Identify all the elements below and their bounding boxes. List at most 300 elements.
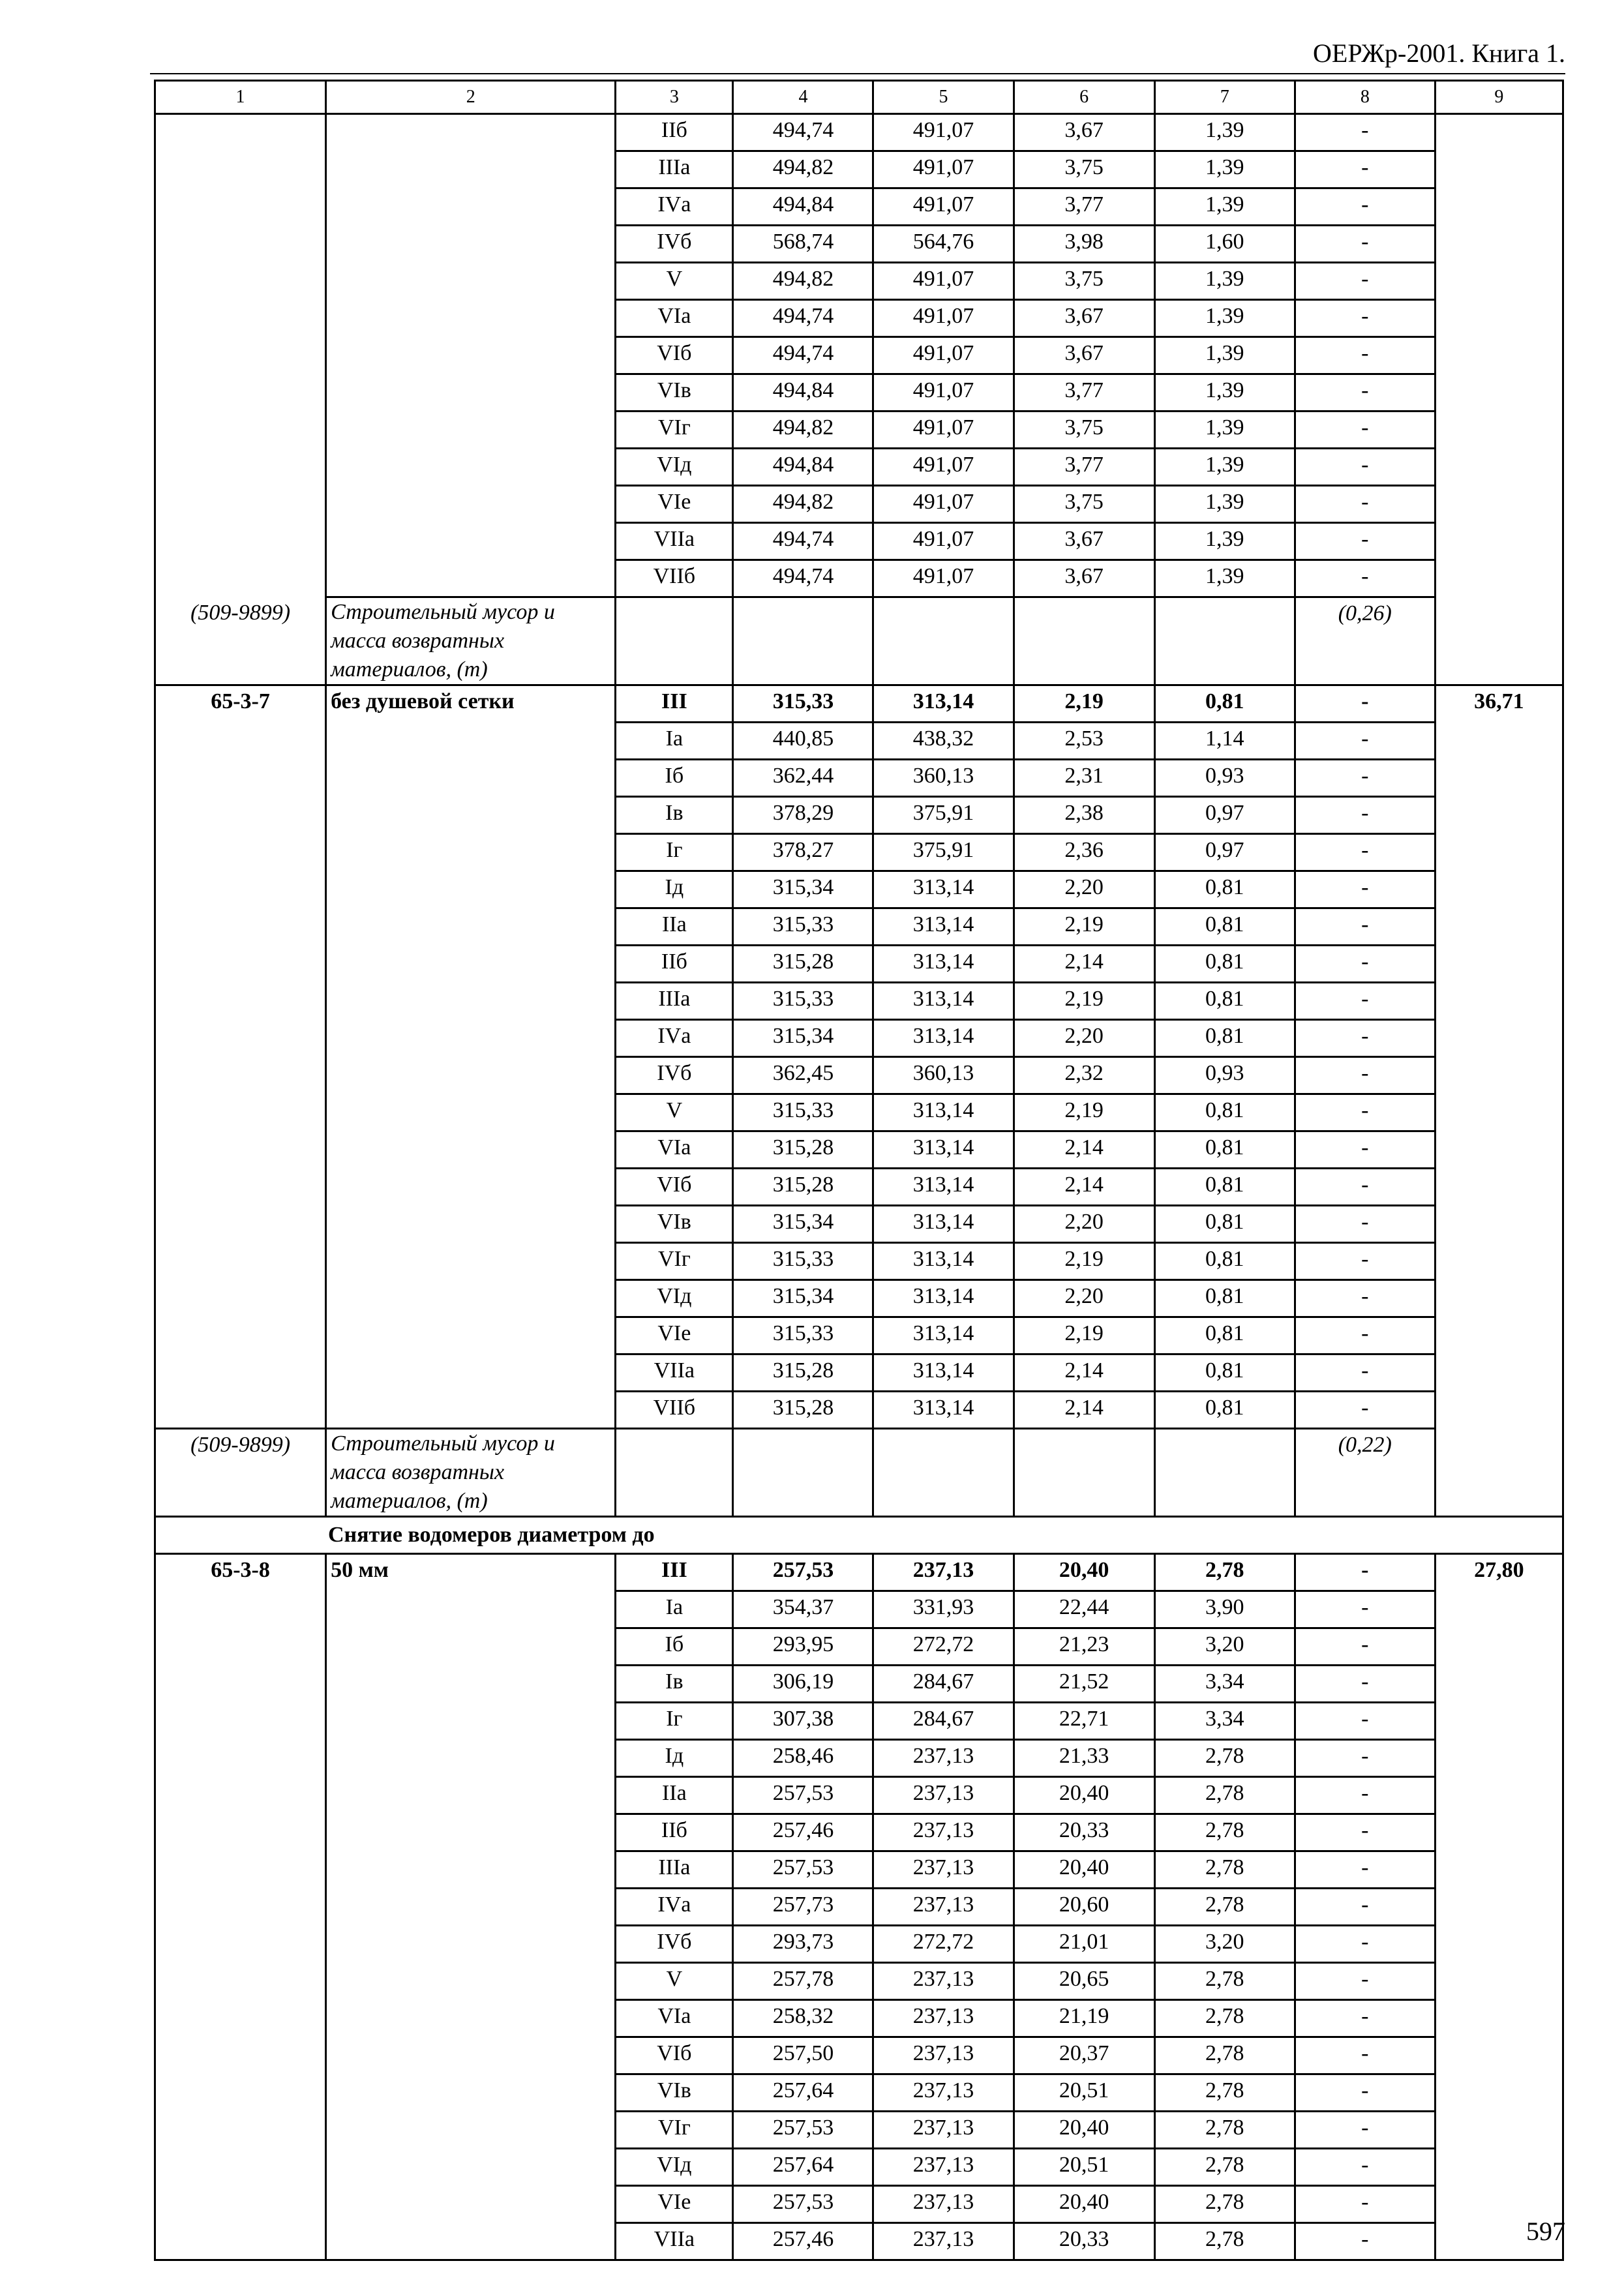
machine-cost-cell: 20,33 bbox=[1014, 2223, 1154, 2260]
total-cost-cell: 494,74 bbox=[733, 560, 873, 597]
region-cell: VIв bbox=[616, 2074, 733, 2112]
item-name-cell: без душевой сетки bbox=[326, 685, 616, 1429]
wages-cell: 491,07 bbox=[873, 337, 1014, 374]
description-cell bbox=[326, 114, 616, 597]
operator-wages-cell: 2,78 bbox=[1154, 1814, 1295, 1851]
wages-cell: 491,07 bbox=[873, 151, 1014, 188]
waste-text-cell: Строительный мусор и масса возвратных материалов, (т) bbox=[326, 597, 616, 685]
materials-cell: - bbox=[1295, 1554, 1435, 1591]
machine-cost-cell: 22,44 bbox=[1014, 1591, 1154, 1628]
materials-cell: - bbox=[1295, 797, 1435, 834]
materials-cell: - bbox=[1295, 374, 1435, 411]
operator-wages-cell: 0,81 bbox=[1154, 1206, 1295, 1243]
wages-cell: 237,13 bbox=[873, 1740, 1014, 1777]
region-cell: IIа bbox=[616, 1777, 733, 1814]
materials-cell: - bbox=[1295, 1243, 1435, 1280]
region-cell: VIб bbox=[616, 337, 733, 374]
wages-cell: 313,14 bbox=[873, 1020, 1014, 1057]
region-cell: IVб bbox=[616, 1926, 733, 1963]
empty-cell bbox=[733, 597, 873, 685]
operator-wages-cell: 1,14 bbox=[1154, 723, 1295, 760]
machine-cost-cell: 20,51 bbox=[1014, 2149, 1154, 2186]
wages-cell: 438,32 bbox=[873, 723, 1014, 760]
total-cost-cell: 315,33 bbox=[733, 1317, 873, 1354]
machine-cost-cell: 3,77 bbox=[1014, 449, 1154, 486]
operator-wages-cell: 3,34 bbox=[1154, 1703, 1295, 1740]
materials-cell: - bbox=[1295, 337, 1435, 374]
materials-cell: - bbox=[1295, 1020, 1435, 1057]
region-cell: VIIа bbox=[616, 523, 733, 560]
operator-wages-cell: 0,97 bbox=[1154, 834, 1295, 871]
wages-cell: 313,14 bbox=[873, 1354, 1014, 1392]
machine-cost-cell: 2,19 bbox=[1014, 1317, 1154, 1354]
wages-cell: 491,07 bbox=[873, 374, 1014, 411]
region-cell: Iа bbox=[616, 1591, 733, 1628]
total-cost-cell: 315,28 bbox=[733, 1169, 873, 1206]
machine-cost-cell: 3,75 bbox=[1014, 486, 1154, 523]
operator-wages-cell: 0,93 bbox=[1154, 760, 1295, 797]
operator-wages-cell: 2,78 bbox=[1154, 1740, 1295, 1777]
region-cell: III bbox=[616, 1554, 733, 1591]
total-cost-cell: 257,73 bbox=[733, 1889, 873, 1926]
operator-wages-cell: 2,78 bbox=[1154, 2000, 1295, 2037]
region-cell: Iв bbox=[616, 797, 733, 834]
region-cell: VIа bbox=[616, 2000, 733, 2037]
materials-cell: - bbox=[1295, 1057, 1435, 1094]
wages-cell: 237,13 bbox=[873, 2112, 1014, 2149]
wages-cell: 331,93 bbox=[873, 1591, 1014, 1628]
machine-cost-cell: 21,33 bbox=[1014, 1740, 1154, 1777]
operator-wages-cell: 2,78 bbox=[1154, 1851, 1295, 1889]
total-cost-cell: 494,84 bbox=[733, 374, 873, 411]
region-cell: VIб bbox=[616, 2037, 733, 2074]
region-cell: IIIа bbox=[616, 983, 733, 1020]
region-cell: VIд bbox=[616, 449, 733, 486]
materials-cell: - bbox=[1295, 1354, 1435, 1392]
total-cost-cell: 258,46 bbox=[733, 1740, 873, 1777]
region-cell: Iг bbox=[616, 1703, 733, 1740]
machine-cost-cell: 3,98 bbox=[1014, 226, 1154, 263]
operator-wages-cell: 2,78 bbox=[1154, 1554, 1295, 1591]
region-cell: VIв bbox=[616, 1206, 733, 1243]
column-number: 7 bbox=[1154, 81, 1295, 114]
wages-cell: 375,91 bbox=[873, 834, 1014, 871]
column-number: 8 bbox=[1295, 81, 1435, 114]
wages-cell: 491,07 bbox=[873, 188, 1014, 226]
operator-wages-cell: 2,78 bbox=[1154, 2186, 1295, 2223]
table-body bbox=[155, 81, 1563, 2260]
wages-cell: 237,13 bbox=[873, 1963, 1014, 2000]
operator-wages-cell: 0,81 bbox=[1154, 1243, 1295, 1280]
total-cost-cell: 378,29 bbox=[733, 797, 873, 834]
wages-cell: 564,76 bbox=[873, 226, 1014, 263]
machine-cost-cell: 20,33 bbox=[1014, 1814, 1154, 1851]
materials-cell: - bbox=[1295, 2186, 1435, 2223]
region-cell: V bbox=[616, 263, 733, 300]
region-cell: IIIа bbox=[616, 1851, 733, 1889]
total-cost-cell: 362,44 bbox=[733, 760, 873, 797]
operator-wages-cell: 0,81 bbox=[1154, 946, 1295, 983]
materials-cell: - bbox=[1295, 449, 1435, 486]
wages-cell: 360,13 bbox=[873, 1057, 1014, 1094]
region-cell: VIе bbox=[616, 2186, 733, 2223]
wages-cell: 491,07 bbox=[873, 114, 1014, 151]
operator-wages-cell: 0,81 bbox=[1154, 1094, 1295, 1131]
machine-cost-cell: 3,67 bbox=[1014, 300, 1154, 337]
operator-wages-cell: 3,20 bbox=[1154, 1628, 1295, 1666]
wages-cell: 313,14 bbox=[873, 685, 1014, 723]
materials-cell: - bbox=[1295, 723, 1435, 760]
column-number: 5 bbox=[873, 81, 1014, 114]
price-table bbox=[154, 80, 1564, 2261]
region-cell: VIIа bbox=[616, 2223, 733, 2260]
materials-cell: - bbox=[1295, 1889, 1435, 1926]
wages-cell: 491,07 bbox=[873, 411, 1014, 449]
wages-cell: 313,14 bbox=[873, 1131, 1014, 1169]
machine-cost-cell: 21,01 bbox=[1014, 1926, 1154, 1963]
region-cell: VIе bbox=[616, 1317, 733, 1354]
region-cell: III bbox=[616, 685, 733, 723]
machine-cost-cell: 3,67 bbox=[1014, 337, 1154, 374]
operator-wages-cell: 1,39 bbox=[1154, 486, 1295, 523]
operator-wages-cell: 0,81 bbox=[1154, 871, 1295, 908]
total-cost-cell: 257,53 bbox=[733, 1777, 873, 1814]
wages-cell: 272,72 bbox=[873, 1926, 1014, 1963]
region-cell: Iв bbox=[616, 1666, 733, 1703]
materials-cell: - bbox=[1295, 188, 1435, 226]
machine-cost-cell: 21,23 bbox=[1014, 1628, 1154, 1666]
column-number: 4 bbox=[733, 81, 873, 114]
total-cost-cell: 257,53 bbox=[733, 1554, 873, 1591]
total-cost-cell: 494,74 bbox=[733, 337, 873, 374]
operator-wages-cell: 2,78 bbox=[1154, 2037, 1295, 2074]
machine-cost-cell: 20,37 bbox=[1014, 2037, 1154, 2074]
empty-cell bbox=[1154, 1429, 1295, 1517]
item-code-cell: 65-3-7 bbox=[155, 685, 326, 1429]
materials-cell: - bbox=[1295, 2149, 1435, 2186]
operator-wages-cell: 1,39 bbox=[1154, 300, 1295, 337]
materials-cell: - bbox=[1295, 1591, 1435, 1628]
machine-cost-cell: 3,67 bbox=[1014, 523, 1154, 560]
machine-cost-cell: 2,36 bbox=[1014, 834, 1154, 871]
empty-cell bbox=[616, 597, 733, 685]
materials-cell: - bbox=[1295, 1814, 1435, 1851]
machine-cost-cell: 20,40 bbox=[1014, 2186, 1154, 2223]
wages-cell: 313,14 bbox=[873, 1094, 1014, 1131]
wages-cell: 284,67 bbox=[873, 1666, 1014, 1703]
materials-cell: - bbox=[1295, 226, 1435, 263]
wages-cell: 237,13 bbox=[873, 2149, 1014, 2186]
region-cell: V bbox=[616, 1963, 733, 2000]
region-cell: Iд bbox=[616, 1740, 733, 1777]
total-cost-cell: 494,82 bbox=[733, 486, 873, 523]
materials-cell: - bbox=[1295, 1851, 1435, 1889]
total-cost-cell: 315,28 bbox=[733, 1131, 873, 1169]
operator-wages-cell: 0,81 bbox=[1154, 983, 1295, 1020]
total-cost-cell: 257,64 bbox=[733, 2149, 873, 2186]
wages-cell: 284,67 bbox=[873, 1703, 1014, 1740]
machine-cost-cell: 2,14 bbox=[1014, 1131, 1154, 1169]
wages-cell: 360,13 bbox=[873, 760, 1014, 797]
materials-cell: - bbox=[1295, 300, 1435, 337]
total-cost-cell: 257,78 bbox=[733, 1963, 873, 2000]
total-cost-cell: 315,34 bbox=[733, 871, 873, 908]
table-row bbox=[155, 114, 1563, 151]
wages-cell: 237,13 bbox=[873, 1851, 1014, 1889]
total-cost-cell: 378,27 bbox=[733, 834, 873, 871]
materials-cell: - bbox=[1295, 2112, 1435, 2149]
materials-cell: - bbox=[1295, 946, 1435, 983]
machine-cost-cell: 2,20 bbox=[1014, 1206, 1154, 1243]
wages-cell: 313,14 bbox=[873, 908, 1014, 946]
wages-cell: 491,07 bbox=[873, 523, 1014, 560]
total-cost-cell: 257,46 bbox=[733, 2223, 873, 2260]
machine-cost-cell: 3,75 bbox=[1014, 151, 1154, 188]
operator-wages-cell: 1,60 bbox=[1154, 226, 1295, 263]
materials-cell: - bbox=[1295, 263, 1435, 300]
region-cell: Iб bbox=[616, 760, 733, 797]
operator-wages-cell: 3,20 bbox=[1154, 1926, 1295, 1963]
wages-cell: 313,14 bbox=[873, 983, 1014, 1020]
region-cell: VIа bbox=[616, 1131, 733, 1169]
total-cost-cell: 440,85 bbox=[733, 723, 873, 760]
machine-cost-cell: 20,65 bbox=[1014, 1963, 1154, 2000]
total-cost-cell: 315,28 bbox=[733, 1392, 873, 1429]
operator-wages-cell: 0,81 bbox=[1154, 1317, 1295, 1354]
materials-cell: - bbox=[1295, 1740, 1435, 1777]
total-cost-cell: 293,73 bbox=[733, 1926, 873, 1963]
materials-cell: - bbox=[1295, 2223, 1435, 2260]
machine-cost-cell: 20,51 bbox=[1014, 2074, 1154, 2112]
region-cell: IIб bbox=[616, 114, 733, 151]
empty-cell bbox=[733, 1429, 873, 1517]
operator-wages-cell: 0,81 bbox=[1154, 1020, 1295, 1057]
materials-cell: - bbox=[1295, 1392, 1435, 1429]
column-number: 1 bbox=[155, 81, 326, 114]
machine-cost-cell: 21,19 bbox=[1014, 2000, 1154, 2037]
machine-cost-cell: 2,53 bbox=[1014, 723, 1154, 760]
total-cost-cell: 315,33 bbox=[733, 685, 873, 723]
operator-wages-cell: 0,93 bbox=[1154, 1057, 1295, 1094]
item-name-cell: 50 мм bbox=[326, 1554, 616, 2260]
materials-cell: - bbox=[1295, 560, 1435, 597]
wages-cell: 313,14 bbox=[873, 1206, 1014, 1243]
waste-row bbox=[155, 597, 1563, 685]
operator-wages-cell: 1,39 bbox=[1154, 188, 1295, 226]
total-cost-cell: 354,37 bbox=[733, 1591, 873, 1628]
materials-cell: - bbox=[1295, 685, 1435, 723]
item-row bbox=[155, 685, 1563, 723]
total-cost-cell: 306,19 bbox=[733, 1666, 873, 1703]
materials-cell: - bbox=[1295, 1628, 1435, 1666]
materials-cell: - bbox=[1295, 871, 1435, 908]
materials-cell: - bbox=[1295, 411, 1435, 449]
total-cost-cell: 494,82 bbox=[733, 151, 873, 188]
region-cell: IVа bbox=[616, 1889, 733, 1926]
wages-cell: 313,14 bbox=[873, 1317, 1014, 1354]
region-cell: IIIа bbox=[616, 151, 733, 188]
machine-cost-cell: 2,14 bbox=[1014, 1354, 1154, 1392]
region-cell: IVа bbox=[616, 1020, 733, 1057]
machine-cost-cell: 20,40 bbox=[1014, 1554, 1154, 1591]
total-cost-cell: 257,46 bbox=[733, 1814, 873, 1851]
wages-cell: 237,13 bbox=[873, 1777, 1014, 1814]
operator-wages-cell: 2,78 bbox=[1154, 1889, 1295, 1926]
total-cost-cell: 258,32 bbox=[733, 2000, 873, 2037]
operator-wages-cell: 2,78 bbox=[1154, 2074, 1295, 2112]
total-cell bbox=[1435, 114, 1563, 685]
wages-cell: 237,13 bbox=[873, 1814, 1014, 1851]
machine-cost-cell: 2,19 bbox=[1014, 685, 1154, 723]
column-number: 2 bbox=[326, 81, 616, 114]
operator-wages-cell: 1,39 bbox=[1154, 523, 1295, 560]
operator-wages-cell: 2,78 bbox=[1154, 2223, 1295, 2260]
page-number: 597 bbox=[1526, 2217, 1565, 2246]
region-cell: IVа bbox=[616, 188, 733, 226]
machine-cost-cell: 3,75 bbox=[1014, 263, 1154, 300]
region-cell: VIIб bbox=[616, 560, 733, 597]
wages-cell: 313,14 bbox=[873, 1392, 1014, 1429]
waste-text-cell: Строительный мусор и масса возвратных материалов, (т) bbox=[326, 1429, 616, 1517]
operator-wages-cell: 0,81 bbox=[1154, 1169, 1295, 1206]
waste-row bbox=[155, 1429, 1563, 1517]
wages-cell: 237,13 bbox=[873, 2186, 1014, 2223]
operator-wages-cell: 3,34 bbox=[1154, 1666, 1295, 1703]
section-title: Снятие водомеров диаметром до bbox=[155, 1517, 1563, 1554]
machine-cost-cell: 2,14 bbox=[1014, 1392, 1154, 1429]
machine-cost-cell: 21,52 bbox=[1014, 1666, 1154, 1703]
total-cost-cell: 315,28 bbox=[733, 946, 873, 983]
materials-cell: - bbox=[1295, 1131, 1435, 1169]
empty-cell bbox=[1014, 1429, 1154, 1517]
wages-cell: 491,07 bbox=[873, 449, 1014, 486]
region-cell: IIа bbox=[616, 908, 733, 946]
materials-cell: - bbox=[1295, 151, 1435, 188]
machine-cost-cell: 2,19 bbox=[1014, 1243, 1154, 1280]
operator-wages-cell: 0,81 bbox=[1154, 685, 1295, 723]
machine-cost-cell: 3,77 bbox=[1014, 374, 1154, 411]
operator-wages-cell: 1,39 bbox=[1154, 337, 1295, 374]
wages-cell: 313,14 bbox=[873, 1169, 1014, 1206]
code-cell bbox=[155, 114, 326, 597]
empty-cell bbox=[616, 1429, 733, 1517]
materials-cell: - bbox=[1295, 983, 1435, 1020]
wages-cell: 375,91 bbox=[873, 797, 1014, 834]
operator-wages-cell: 0,81 bbox=[1154, 908, 1295, 946]
header-rule bbox=[150, 73, 1565, 74]
empty-cell bbox=[873, 597, 1014, 685]
total-cost-cell: 315,34 bbox=[733, 1280, 873, 1317]
region-cell: VIд bbox=[616, 1280, 733, 1317]
machine-cost-cell: 3,67 bbox=[1014, 560, 1154, 597]
operator-wages-cell: 0,97 bbox=[1154, 797, 1295, 834]
operator-wages-cell: 1,39 bbox=[1154, 151, 1295, 188]
region-cell: IVб bbox=[616, 1057, 733, 1094]
materials-cell: - bbox=[1295, 2074, 1435, 2112]
materials-cell: - bbox=[1295, 1169, 1435, 1206]
total-cost-cell: 494,74 bbox=[733, 523, 873, 560]
wages-cell: 491,07 bbox=[873, 486, 1014, 523]
operator-wages-cell: 2,78 bbox=[1154, 1963, 1295, 2000]
total-cost-cell: 257,53 bbox=[733, 2186, 873, 2223]
region-cell: Iд bbox=[616, 871, 733, 908]
machine-cost-cell: 2,14 bbox=[1014, 946, 1154, 983]
machine-cost-cell: 20,40 bbox=[1014, 1777, 1154, 1814]
region-cell: IIб bbox=[616, 1814, 733, 1851]
materials-cell: - bbox=[1295, 1777, 1435, 1814]
region-cell: VIб bbox=[616, 1169, 733, 1206]
region-cell: VIг bbox=[616, 1243, 733, 1280]
total-cost-cell: 494,74 bbox=[733, 300, 873, 337]
column-number: 3 bbox=[616, 81, 733, 114]
wages-cell: 237,13 bbox=[873, 2000, 1014, 2037]
operator-wages-cell: 0,81 bbox=[1154, 1131, 1295, 1169]
region-cell: VIд bbox=[616, 2149, 733, 2186]
operator-wages-cell: 1,39 bbox=[1154, 449, 1295, 486]
materials-cell: - bbox=[1295, 2037, 1435, 2074]
operator-wages-cell: 0,81 bbox=[1154, 1280, 1295, 1317]
machine-cost-cell: 20,60 bbox=[1014, 1889, 1154, 1926]
machine-cost-cell: 20,40 bbox=[1014, 2112, 1154, 2149]
materials-cell: - bbox=[1295, 523, 1435, 560]
empty-cell bbox=[1154, 597, 1295, 685]
total-cost-cell: 315,33 bbox=[733, 908, 873, 946]
empty-cell bbox=[1014, 597, 1154, 685]
machine-cost-cell: 2,19 bbox=[1014, 1094, 1154, 1131]
machine-cost-cell: 20,40 bbox=[1014, 1851, 1154, 1889]
operator-wages-cell: 1,39 bbox=[1154, 374, 1295, 411]
total-cost-cell: 293,95 bbox=[733, 1628, 873, 1666]
waste-code-cell: (509-9899) bbox=[155, 597, 326, 685]
operator-wages-cell: 1,39 bbox=[1154, 263, 1295, 300]
waste-code-cell: (509-9899) bbox=[155, 1429, 326, 1517]
total-cell: 27,80 bbox=[1435, 1554, 1563, 2260]
total-cost-cell: 494,84 bbox=[733, 188, 873, 226]
region-cell: V bbox=[616, 1094, 733, 1131]
materials-cell: - bbox=[1295, 1703, 1435, 1740]
empty-cell bbox=[873, 1429, 1014, 1517]
item-code-cell: 65-3-8 bbox=[155, 1554, 326, 2260]
machine-cost-cell: 2,19 bbox=[1014, 983, 1154, 1020]
waste-value-cell: (0,22) bbox=[1295, 1429, 1435, 1517]
machine-cost-cell: 22,71 bbox=[1014, 1703, 1154, 1740]
wages-cell: 237,13 bbox=[873, 2074, 1014, 2112]
operator-wages-cell: 0,81 bbox=[1154, 1354, 1295, 1392]
total-cost-cell: 494,74 bbox=[733, 114, 873, 151]
wages-cell: 313,14 bbox=[873, 1280, 1014, 1317]
wages-cell: 237,13 bbox=[873, 1889, 1014, 1926]
operator-wages-cell: 1,39 bbox=[1154, 411, 1295, 449]
materials-cell: - bbox=[1295, 908, 1435, 946]
region-cell: Iб bbox=[616, 1628, 733, 1666]
wages-cell: 313,14 bbox=[873, 1243, 1014, 1280]
region-cell: Iг bbox=[616, 834, 733, 871]
wages-cell: 237,13 bbox=[873, 1554, 1014, 1591]
wages-cell: 237,13 bbox=[873, 2223, 1014, 2260]
region-cell: VIв bbox=[616, 374, 733, 411]
machine-cost-cell: 2,19 bbox=[1014, 908, 1154, 946]
operator-wages-cell: 2,78 bbox=[1154, 2149, 1295, 2186]
total-cost-cell: 257,53 bbox=[733, 2112, 873, 2149]
total-cost-cell: 568,74 bbox=[733, 226, 873, 263]
region-cell: Iа bbox=[616, 723, 733, 760]
total-cost-cell: 315,33 bbox=[733, 1094, 873, 1131]
operator-wages-cell: 1,39 bbox=[1154, 114, 1295, 151]
machine-cost-cell: 3,77 bbox=[1014, 188, 1154, 226]
operator-wages-cell: 3,90 bbox=[1154, 1591, 1295, 1628]
operator-wages-cell: 0,81 bbox=[1154, 1392, 1295, 1429]
materials-cell: - bbox=[1295, 1666, 1435, 1703]
